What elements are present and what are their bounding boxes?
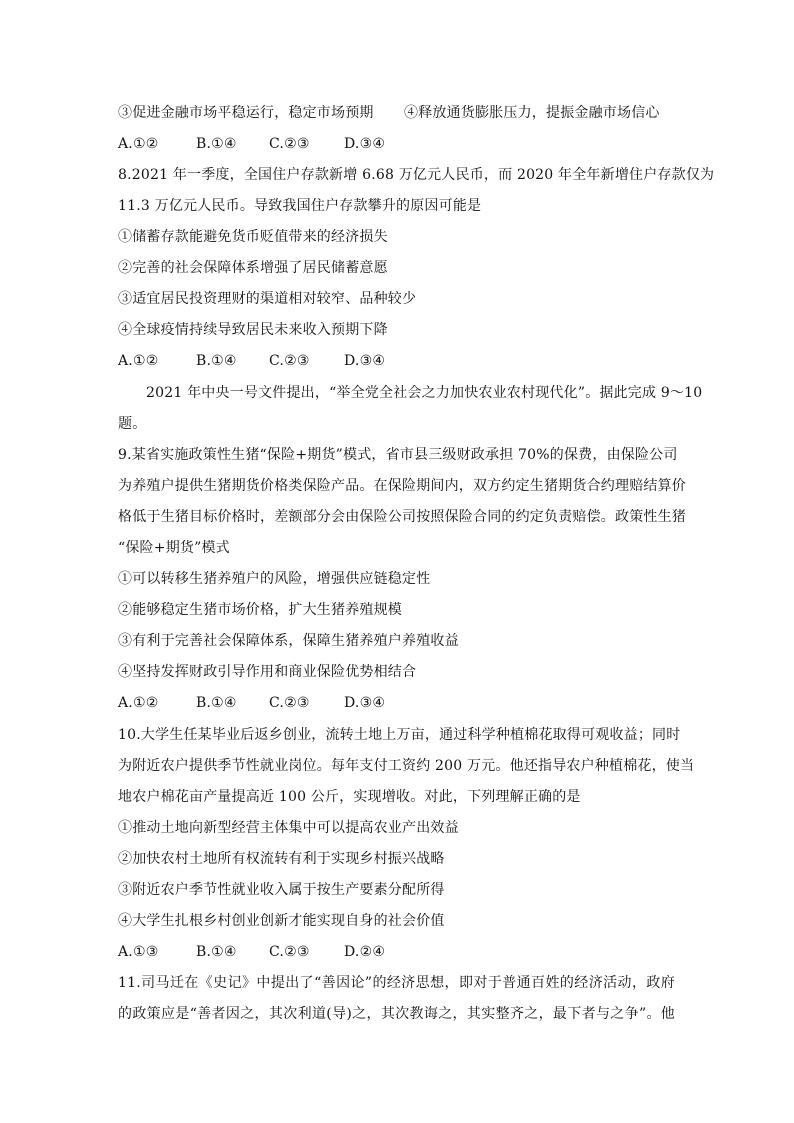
prev-statement-4: ④释放通货膨胀压力，提振金融市场信心 <box>404 105 660 121</box>
q10-stem-line-3: 地农户棉花亩产量提高近 100 公斤，实现增收。对此，下列理解正确的是 <box>118 789 581 805</box>
q10-statement-3: ③附近农户季节性就业收入属于按生产要素分配所得 <box>118 882 445 898</box>
q9-stem-line-2: 为养殖户提供生猪期货价格类保险产品。在保险期间内，双方约定生猪期货合约理赔结算价 <box>118 478 686 494</box>
material-line-2: 题。 <box>118 416 147 432</box>
q8-stem-line-1: 8.2021 年一季度，全国住户存款新增 6.68 万亿元人民币，而 2020 年全年新增住户存款仅为 <box>118 167 715 183</box>
q9-statement-1: ①可以转移生猪养殖户的风险，增强供应链稳定性 <box>118 571 431 587</box>
q11-stem-line-2: 的政策应是“善者因之，其次利道(导)之，其次教诲之，其实整齐之，最下者与之争”。他 <box>118 1006 675 1022</box>
option-c[interactable]: C.②③ <box>269 353 310 369</box>
option-a[interactable]: A.①③ <box>118 944 159 960</box>
option-d[interactable]: D.③④ <box>344 136 386 152</box>
q9-options <box>118 693 385 713</box>
option-c[interactable]: C.②③ <box>269 136 310 152</box>
q9-statement-4: ④坚持发挥财政引导作用和商业保险优势相结合 <box>118 664 417 680</box>
q8-statement-1: ①储蓄存款能避免货币贬值带来的经济损失 <box>118 229 388 245</box>
q10-stem-line-1: 10.大学生任某毕业后返乡创业，流转土地上万亩，通过科学种植棉花取得可观收益；同时 <box>118 727 681 743</box>
q8-statement-4: ④全球疫情持续导致居民未来收入预期下降 <box>118 322 388 338</box>
option-b[interactable]: B.①④ <box>196 944 237 960</box>
q8-statement-3: ③适宜居民投资理财的渠道相对较窄、品种较少 <box>118 291 417 307</box>
option-a[interactable]: A.①② <box>118 695 159 711</box>
option-b[interactable]: B.①④ <box>196 353 237 369</box>
option-c[interactable]: C.②③ <box>269 944 310 960</box>
q11-stem-line-1: 11.司马迁在《史记》中提出了“善因论”的经济思想，即对于普通百姓的经济活动，政府 <box>118 975 675 991</box>
option-b[interactable]: B.①④ <box>196 695 237 711</box>
material-line-1: 2021 年中央一号文件提出，“举全党全社会之力加快农业农村现代化”。据此完成 9～10 <box>146 385 703 401</box>
q8-stem-line-2: 11.3 万亿元人民币。导致我国住户存款攀升的原因可能是 <box>118 198 482 214</box>
option-a[interactable]: A.①② <box>118 353 159 369</box>
option-d[interactable]: D.②④ <box>344 944 386 960</box>
q10-statement-1: ①推动土地向新型经营主体集中可以提高农业产出效益 <box>118 820 459 836</box>
option-d[interactable]: D.③④ <box>344 353 386 369</box>
prev-question-options <box>118 134 385 154</box>
q9-stem-line-3: 格低于生猪目标价格时，差额部分会由保险公司按照保险合同的约定负责赔偿。政策性生猪 <box>118 509 686 525</box>
q9-statement-2: ②能够稳定生猪市场价格，扩大生猪养殖规模 <box>118 602 402 618</box>
q8-statement-2: ②完善的社会保障体系增强了居民储蓄意愿 <box>118 260 388 276</box>
option-d[interactable]: D.③④ <box>344 695 386 711</box>
prev-question-statements <box>118 103 660 123</box>
q10-statement-4: ④大学生扎根乡村创业创新才能实现自身的社会价值 <box>118 913 445 929</box>
q9-stem-line-4: “保险+期货”模式 <box>118 540 230 556</box>
option-c[interactable]: C.②③ <box>269 695 310 711</box>
option-a[interactable]: A.①② <box>118 136 159 152</box>
prev-statement-3: ③促进金融市场平稳运行，稳定市场预期 <box>118 105 374 121</box>
q10-statement-2: ②加快农村土地所有权流转有利于实现乡村振兴战略 <box>118 851 445 867</box>
q9-stem-line-1: 9.某省实施政策性生猪“保险+期货”模式，省市县三级财政承担 70%的保费，由保险公司 <box>118 447 678 463</box>
q10-options <box>118 942 385 962</box>
q8-options <box>118 351 385 371</box>
option-b[interactable]: B.①④ <box>196 136 237 152</box>
q10-stem-line-2: 为附近农户提供季节性就业岗位。每年支付工资约 200 万元。他还指导农户种植棉花，使当 <box>118 758 695 774</box>
q9-statement-3: ③有利于完善社会保障体系，保障生猪养殖户养殖收益 <box>118 633 459 649</box>
